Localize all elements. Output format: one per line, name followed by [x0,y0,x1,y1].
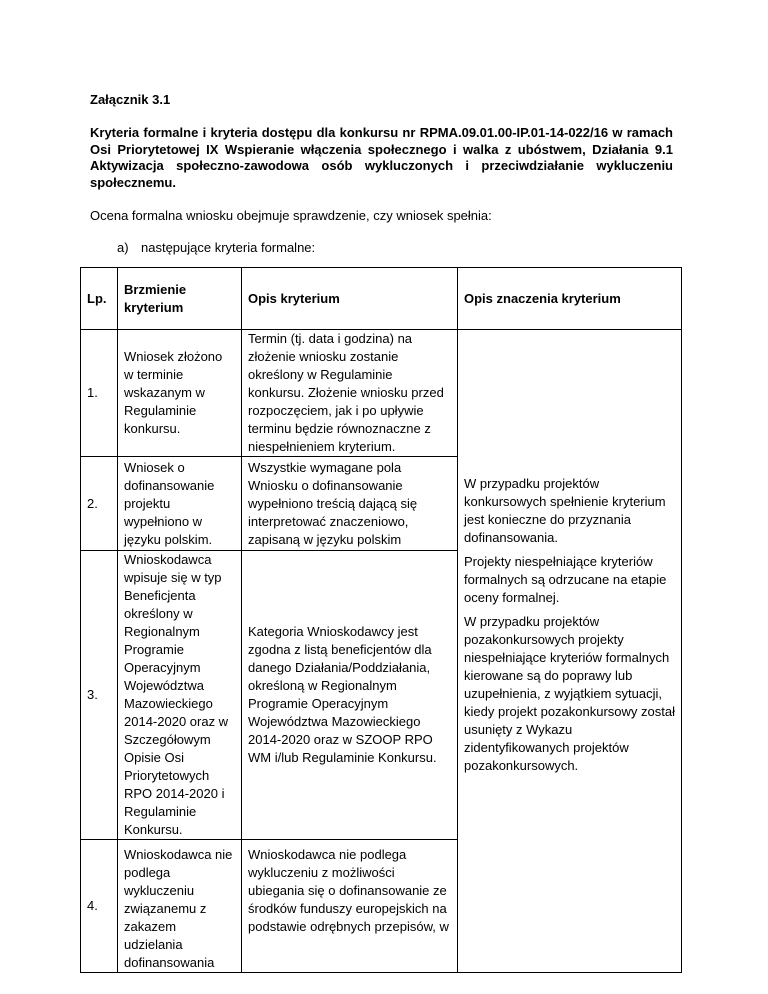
attachment-heading: Załącznik 3.1 [90,92,171,107]
table-header-row [81,268,682,330]
header-desc: Opis kryterium [242,268,458,330]
criteria-table [80,267,682,973]
meaning-paragraph: W przypadku projektów pozakonkursowych projekty niespełniające kryteriów formalnych kierowane są do poprawy lub uzupełnienia, z wyjątkiem sytuacji, kiedy projekt pozakonkursowy został usunięty z Wykazu zidentyfikowanych projektów pozakonkursowych. [464,614,675,773]
row-name: Wnioskodawca nie podlega wykluczeniu związanemu z zakazem udzielania dofinansowania [118,840,242,973]
row-name: Wnioskodawca wpisuje się w typ Beneficjenta określony w Regionalnym Programie Operacyjnym Województwa Mazowieckiego 2014-2020 oraz w Szczegółowym Opisie Osi Priorytetowych RPO 2014-2020 i Regulaminie Konkursu. [118,551,242,840]
header-meaning: Opis znaczenia kryterium [458,268,682,330]
row-lp: 4. [81,840,118,973]
subheading-text: następujące kryteria formalne: [141,240,316,255]
meaning-cell [458,330,682,973]
subheading [117,240,315,255]
row-desc: Kategoria Wnioskodawcy jest zgodna z listą beneficjentów dla danego Działania/Poddziałania, określoną w Regionalnym Programie Operacyjnym Województwa Mazowieckiego 2014-2020 oraz w SZOOP RPO WM i/lub Regulaminie Konkursu. [242,551,458,840]
meaning-paragraph: W przypadku projektów konkursowych spełnienie kryterium jest konieczne do przyznania dofinansowania. [464,476,666,545]
table-row [81,330,682,457]
row-desc: Termin (tj. data i godzina) na złożenie wniosku zostanie określony w Regulaminie konkursu. Złożenie wniosku przed rozpoczęciem, jak i po upływie terminu będzie równoznaczne z niespełnieniem kryterium. [242,330,458,457]
subheading-marker: a) [117,240,129,255]
row-name: Wniosek złożono w terminie wskazanym w Regulaminie konkursu. [118,330,242,457]
row-lp: 3. [81,551,118,840]
row-lp: 2. [81,457,118,551]
header-name: Brzmienie kryterium [118,268,242,330]
intro-text: Ocena formalna wniosku obejmuje sprawdzenie, czy wniosek spełnia: [90,208,492,223]
document-title: Kryteria formalne i kryteria dostępu dla konkursu nr RPMA.09.01.00-IP.01-14-022/16 w ramach Osi Priorytetowej IX Wspieranie włączenia społecznego i walka z ubóstwem, Działania 9.1 Aktywizacja społeczno-zawodowa osób wykluczonych i przeciwdziałanie wykluczeniu społecznemu. [90,125,673,190]
row-name: Wniosek o dofinansowanie projektu wypełniono w języku polskim. [118,457,242,551]
row-lp: 1. [81,330,118,457]
row-desc: Wszystkie wymagane pola Wniosku o dofinansowanie wypełniono treścią dającą się interpretować znaczeniowo, zapisaną w języku polskim [242,457,458,551]
meaning-paragraph: Projekty niespełniające kryteriów formalnych są odrzucane na etapie oceny formalnej. [464,554,667,605]
header-lp: Lp. [81,268,118,330]
row-desc: Wnioskodawca nie podlega wykluczeniu z możliwości ubiegania się o dofinansowanie ze środków funduszy europejskich na podstawie odrębnych przepisów, w [242,840,458,973]
